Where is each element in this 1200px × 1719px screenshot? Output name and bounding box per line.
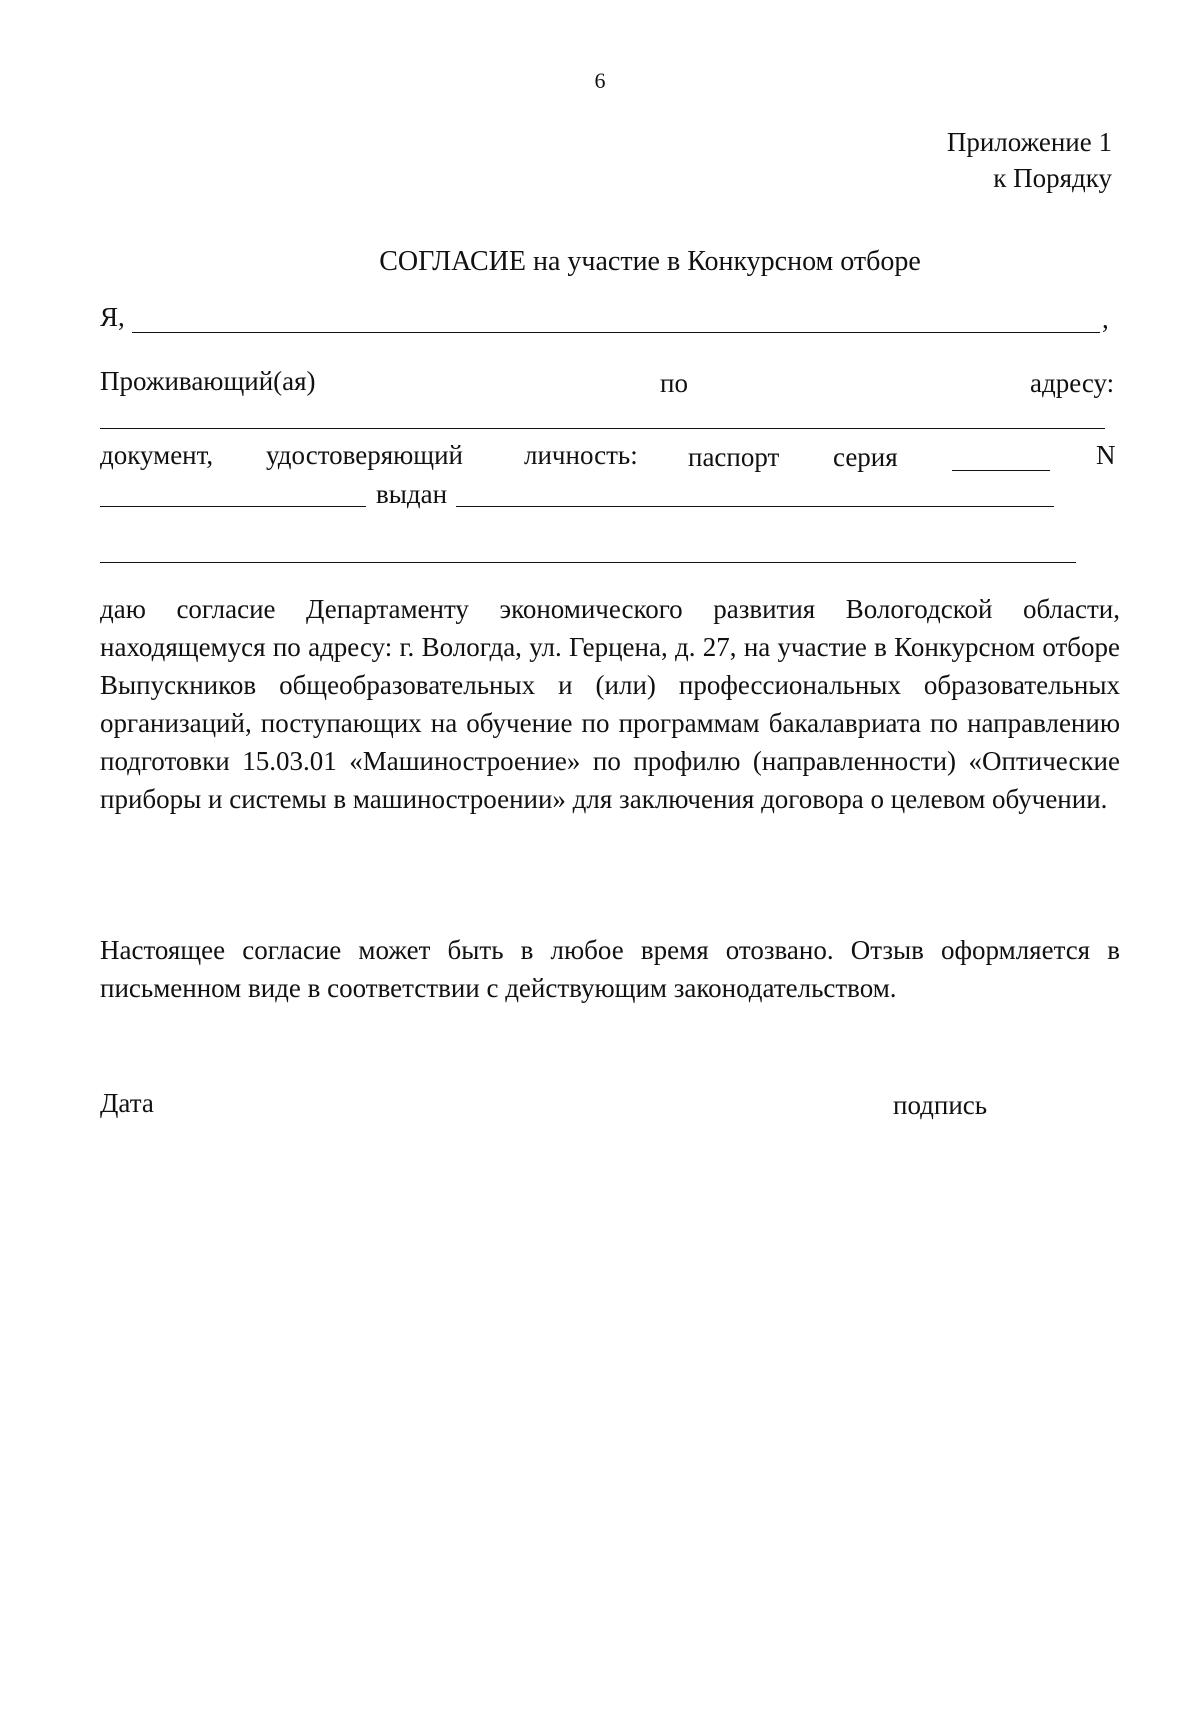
full-name-field[interactable] xyxy=(132,332,1100,333)
doc-word-series: серия xyxy=(833,442,898,472)
issued-by-field[interactable] xyxy=(456,506,1054,507)
appendix-line-2: к Порядку xyxy=(993,163,1112,193)
passport-number-label: N xyxy=(1096,440,1116,470)
signature-label: подпись xyxy=(893,1090,988,1120)
appendix-line-1: Приложение 1 xyxy=(946,127,1112,157)
residing-po: по xyxy=(660,368,688,398)
doc-word-identity: личность: xyxy=(524,440,638,470)
issued-by-continuation-field[interactable] xyxy=(100,562,1076,563)
doc-word-certifying: удостоверяющий xyxy=(266,440,463,470)
document-title: СОГЛАСИЕ на участие в Конкурсном отборе xyxy=(379,246,921,277)
revocation-paragraph: Настоящее согласие может быть в любое время отозвано. Отзыв оформляется в письменном виде в соответствии с действующим законодательством. xyxy=(100,935,1120,1003)
consent-paragraph: даю согласие Департаменту экономического развития Вологодской области, находящемуся по адресу: г. Вологда, ул. Герцена, д. 27, на участие в Конкурсном отборе Выпускников общеобразовательных и (или) профессиональных образовательных организаций, поступающих на обучение по программам бакалавриата по направлению подготовки 15.03.01 «Машиностроение» по профилю (направленности) «Оптические приборы и системы в машиностроении» для заключения договора о целевом обучении. xyxy=(100,594,1120,814)
issued-label: выдан xyxy=(376,479,448,509)
passport-series-field[interactable] xyxy=(952,470,1050,471)
residing-address-label: адресу: xyxy=(1030,368,1115,398)
passport-number-field[interactable] xyxy=(100,506,366,507)
address-field[interactable] xyxy=(100,428,1105,429)
i-comma: , xyxy=(1102,304,1109,334)
doc-word-document: документ, xyxy=(100,440,214,470)
appendix-reference xyxy=(947,124,1112,196)
page-number: 6 xyxy=(594,68,606,93)
date-label: Дата xyxy=(100,1088,154,1118)
doc-word-passport: паспорт xyxy=(688,442,780,472)
i-label: Я, xyxy=(100,302,125,332)
residing-label: Проживающий(ая) xyxy=(100,366,316,396)
